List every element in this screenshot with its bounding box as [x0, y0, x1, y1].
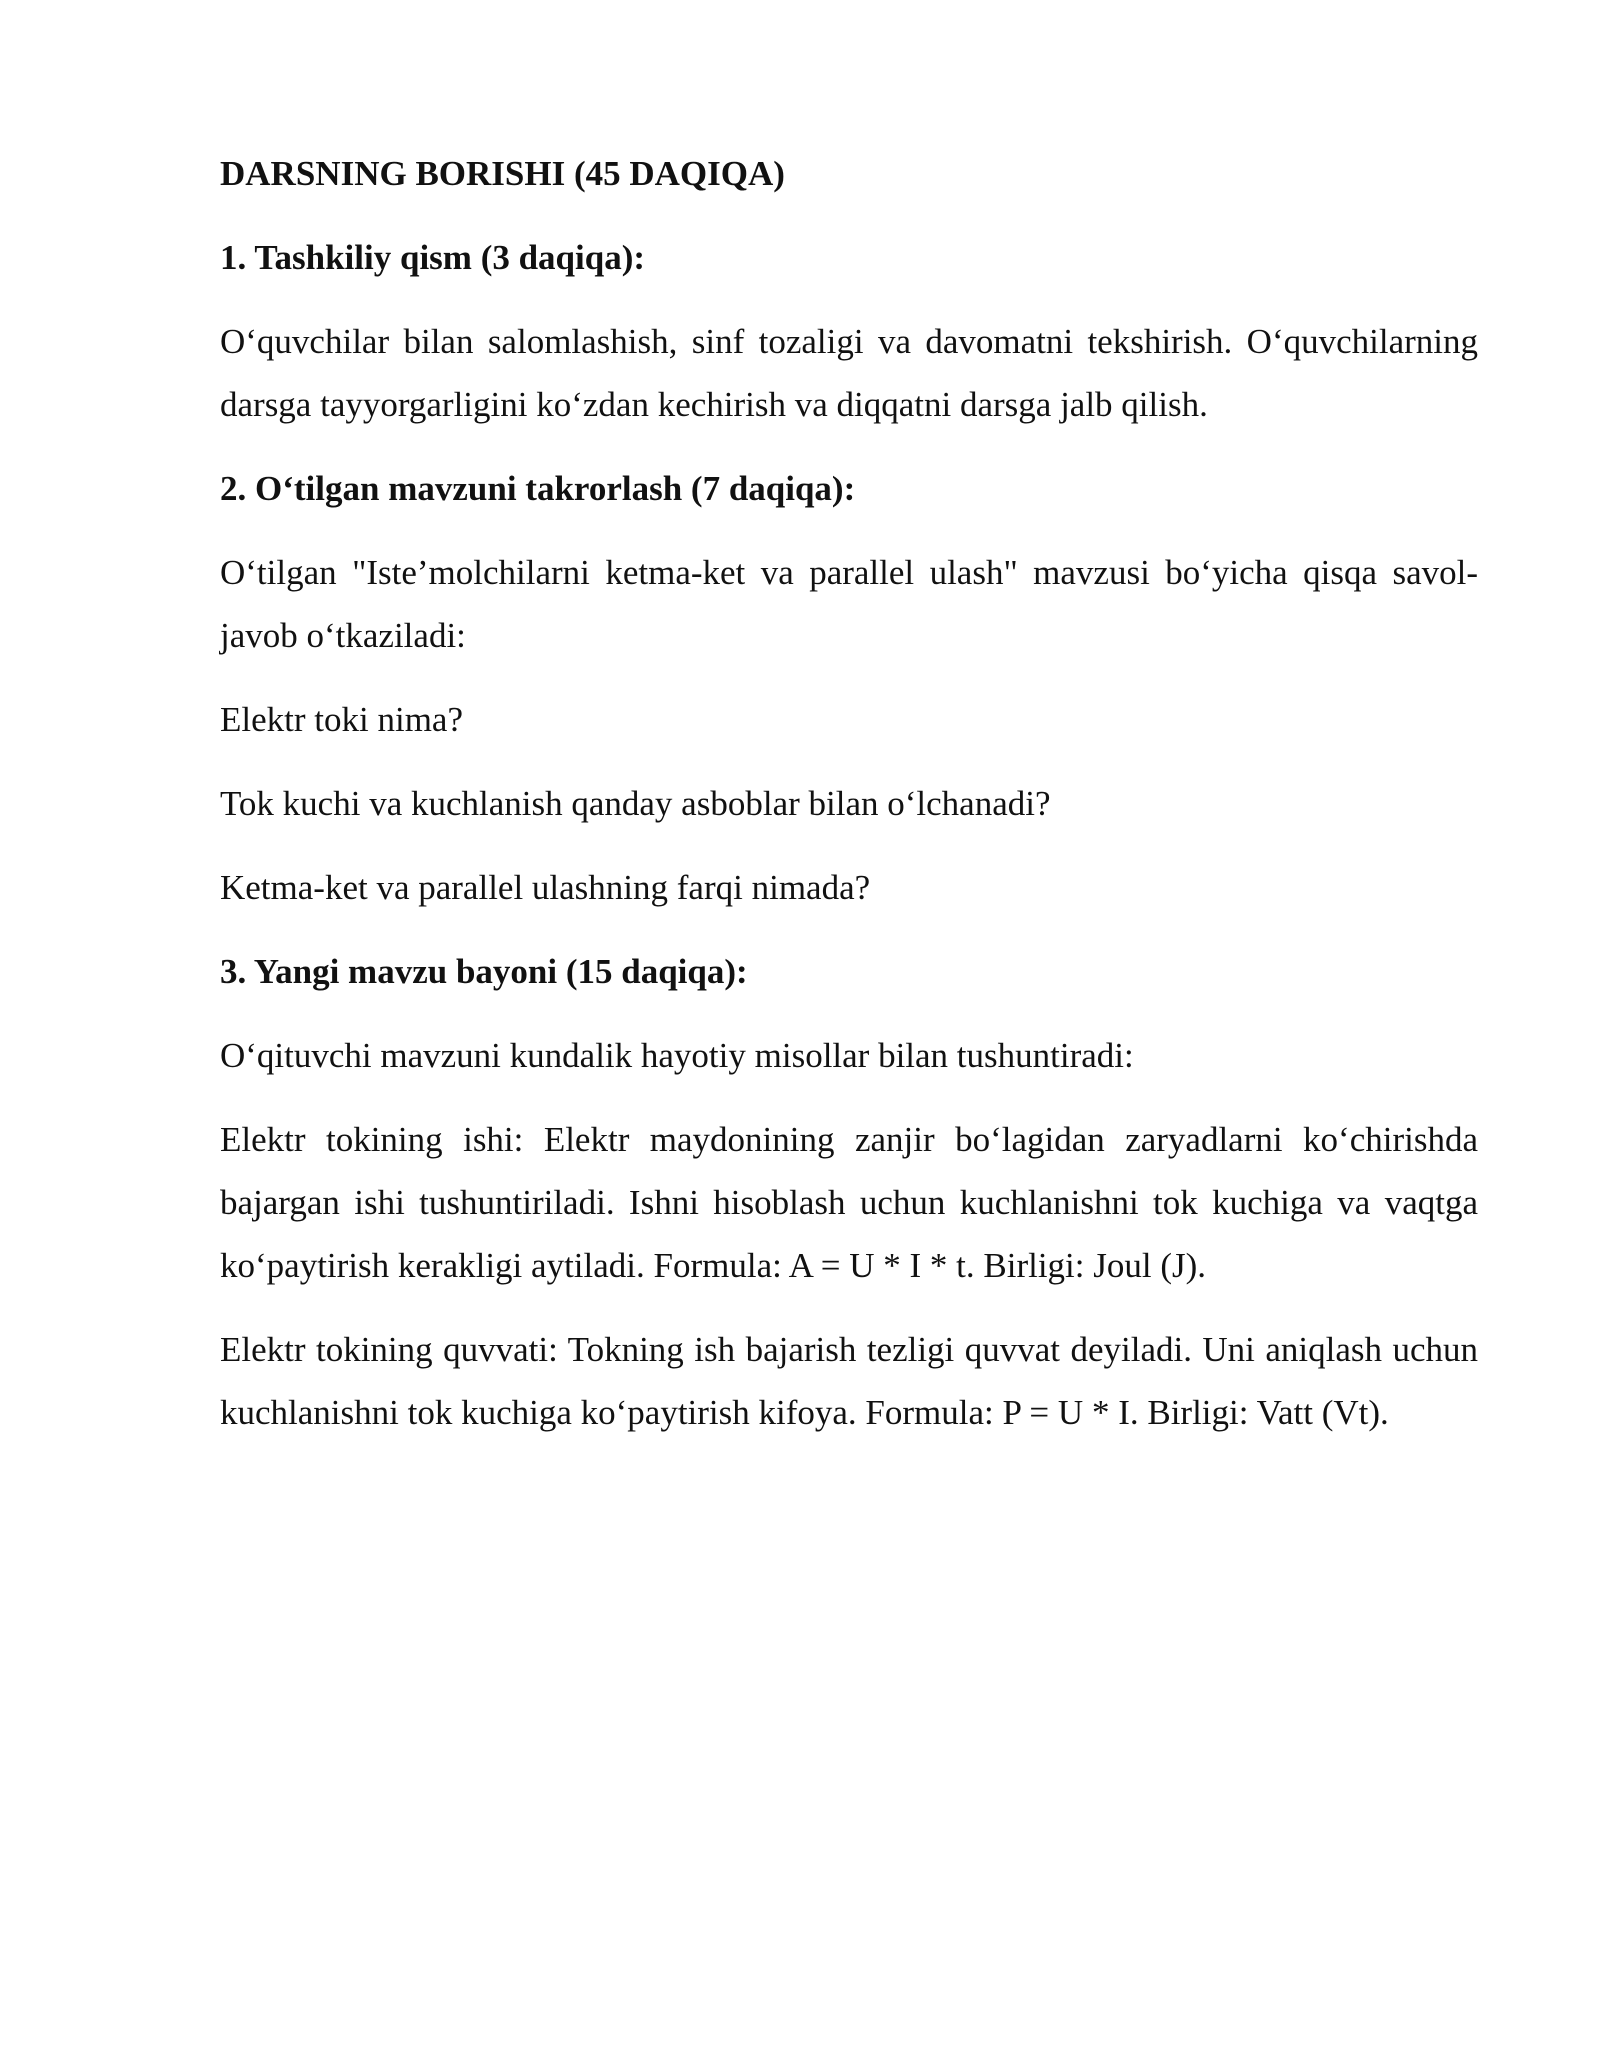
section-heading-organizational: 1. Tashkiliy qism (3 daqiqa):: [220, 238, 646, 277]
section-heading-review: 2. O‘tilgan mavzuni takrorlash (7 daqiqa):: [220, 469, 856, 508]
section-paragraph: Elektr tokining ishi: Elektr maydonining zanjir bo‘lagidan zaryadlarni ko‘chirishda bajargan ishi tushuntiriladi. Ishni hisoblash uchun kuchlanishni tok kuchiga va vaqtga ko‘paytirish kerakligi aytiladi. Formula: A = U * I * t. Birligi: Joul (J).: [220, 1120, 1478, 1285]
section-paragraph: O‘quvchilar bilan salomlashish, sinf tozaligi va davomatni tekshirish. O‘quvchilarning darsga tayyorgarligini ko‘zdan kechirish va diqqatni darsga jalb qilish.: [220, 322, 1478, 424]
review-question: Ketma-ket va parallel ulashning farqi nimada?: [220, 868, 871, 907]
document-title: DARSNING BORISHI (45 DAQIQA): [220, 154, 785, 193]
section-heading-new-topic: 3. Yangi mavzu bayoni (15 daqiqa):: [220, 952, 748, 991]
review-question: Tok kuchi va kuchlanish qanday asboblar bilan o‘lchanadi?: [220, 784, 1051, 823]
section-paragraph: Elektr tokining quvvati: Tokning ish bajarish tezligi quvvat deyiladi. Uni aniqlash uchun kuchlanishni tok kuchiga ko‘paytirish kifoya. Formula: P = U * I. Birligi: Vatt (Vt).: [220, 1330, 1478, 1432]
section-paragraph: O‘tilgan "Iste’molchilarni ketma-ket va parallel ulash" mavzusi bo‘yicha qisqa savol-javob o‘tkaziladi:: [220, 553, 1478, 655]
review-question: Elektr toki nima?: [220, 700, 463, 739]
section-paragraph: O‘qituvchi mavzuni kundalik hayotiy misollar bilan tushuntiradi:: [220, 1036, 1134, 1075]
document-page: [220, 142, 1478, 1465]
